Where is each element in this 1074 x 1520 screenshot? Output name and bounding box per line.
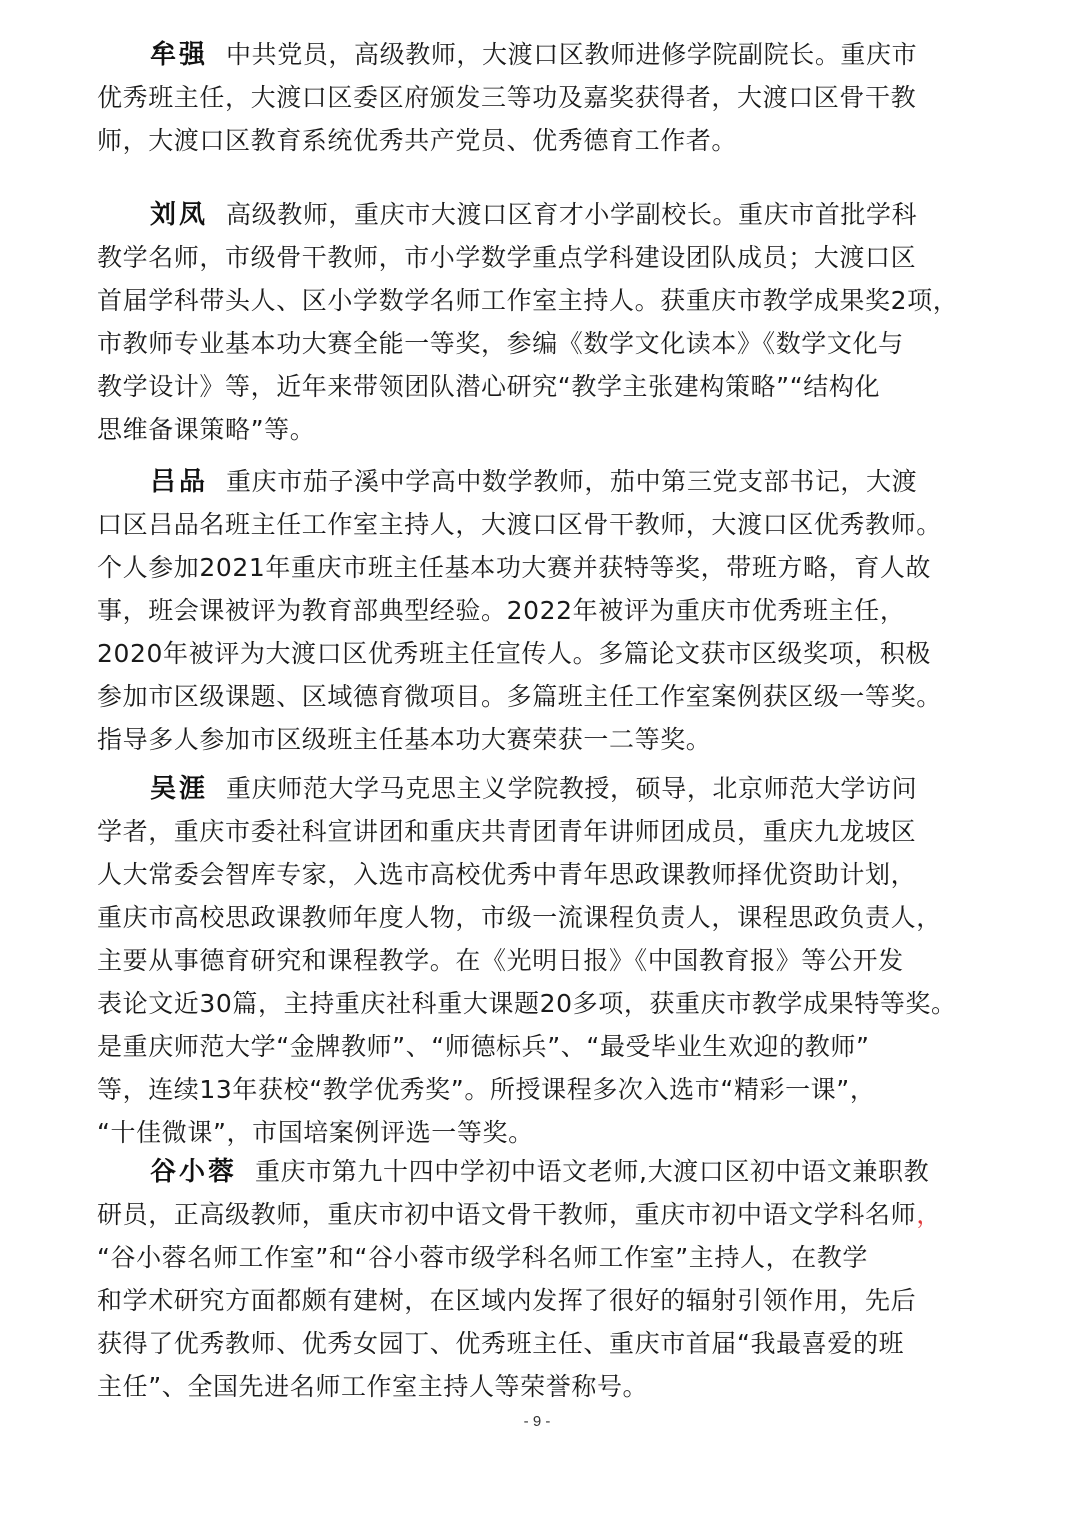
bio-line: 学者，重庆市委社科宣讲团和重庆共青团青年讲师团成员，重庆九龙坡区 [97, 817, 917, 846]
bio-line: 吕品 重庆市茄子溪中学高中数学教师，茄中第三党支部书记，大渡 [150, 467, 918, 497]
bio-line: 口区吕品名班主任工作室主持人，大渡口区骨干教师，大渡口区优秀教师。 [97, 510, 942, 539]
bio-line: 牟强 中共党员，高级教师，大渡口区教师进修学院副院长。重庆市 [150, 40, 918, 70]
bio-line: “十佳微课”，市国培案例评选一等奖。 [97, 1118, 534, 1147]
bio-line: “谷小蓉名师工作室”和“谷小蓉市级学科名师工作室”主持人，在教学 [97, 1243, 869, 1272]
bio-line: 刘凤 高级教师，重庆市大渡口区育才小学副校长。重庆市首批学科 [150, 200, 918, 230]
bio-line: 主任”、全国先进名师工作室主持人等荣誉称号。 [97, 1372, 649, 1401]
bio-line: 和学术研究方面都颇有建树，在区域内发挥了很好的辐射引领作用，先后 [97, 1286, 917, 1315]
bio-line: 研员，正高级教师，重庆市初中语文骨干教师，重庆市初中语文学科名师， [97, 1200, 942, 1229]
bio-line: 市教师专业基本功大赛全能一等奖，参编《数学文化读本》《数学文化与 [97, 329, 904, 358]
bio-line: 优秀班主任，大渡口区委区府颁发三等功及嘉奖获得者，大渡口区骨干教 [97, 83, 917, 112]
bio-line: 2020年被评为大渡口区优秀班主任宣传人。多篇论文获市区级奖项，积极 [97, 639, 932, 668]
bio-line: 教学设计》等，近年来带领团队潜心研究“教学主张建构策略”“结构化 [97, 372, 881, 401]
bio-line: 表论文近30篇，主持重庆社科重大课题20多项，获重庆市教学成果特等奖。 [97, 989, 957, 1018]
bio-line: 思维备课策略”等。 [97, 415, 316, 444]
page-number: - 9 - [523, 1413, 551, 1430]
bio-line: 指导多人参加市区级班主任基本功大赛荣获一二等奖。 [97, 725, 712, 754]
bio-line: 师，大渡口区教育系统优秀共产党员、优秀德育工作者。 [97, 126, 738, 155]
bio-line: 主要从事德育研究和课程教学。在《光明日报》《中国教育报》等公开发 [97, 946, 904, 975]
bio-line: 事，班会课被评为教育部典型经验。2022年被评为重庆市优秀班主任， [97, 596, 906, 625]
red-comma-mark: ， [916, 1200, 942, 1229]
bio-name: 吴涯 [150, 774, 209, 804]
bio-line: 重庆市高校思政课教师年度人物，市级一流课程负责人，课程思政负责人， [97, 903, 942, 932]
bio-name: 刘凤 [150, 200, 209, 230]
bio-name: 吕品 [150, 467, 209, 497]
bio-line: 谷小蓉 重庆市第九十四中学初中语文老师,大渡口区初中语文兼职教 [150, 1157, 930, 1187]
bio-line: 教学名师，市级骨干教师，市小学数学重点学科建设团队成员；大渡口区 [97, 243, 917, 272]
bio-line: 获得了优秀教师、优秀女园丁、优秀班主任、重庆市首届“我最喜爱的班 [97, 1329, 905, 1358]
bio-line: 参加市区级课题、区域德育微项目。多篇班主任工作室案例获区级一等奖。 [97, 682, 942, 711]
bio-name: 牟强 [150, 40, 209, 70]
bio-line: 等，连续13年获校“教学优秀奖”。所授课程多次入选市“精彩一课”， [97, 1075, 876, 1104]
bio-line: 人大常委会智库专家，入选市高校优秀中青年思政课教师择优资助计划， [97, 860, 917, 889]
bio-line: 吴涯 重庆师范大学马克思主义学院教授，硕导，北京师范大学访问 [150, 774, 918, 804]
bio-name: 谷小蓉 [150, 1157, 238, 1187]
bio-line: 是重庆师范大学“金牌教师”、“师德标兵”、“最受毕业生欢迎的教师” [97, 1032, 870, 1061]
bio-line: 个人参加2021年重庆市班主任基本功大赛并获特等奖，带班方略，育人故 [97, 553, 932, 582]
bio-line: 首届学科带头人、区小学数学名师工作室主持人。获重庆市教学成果奖2项， [97, 286, 959, 315]
